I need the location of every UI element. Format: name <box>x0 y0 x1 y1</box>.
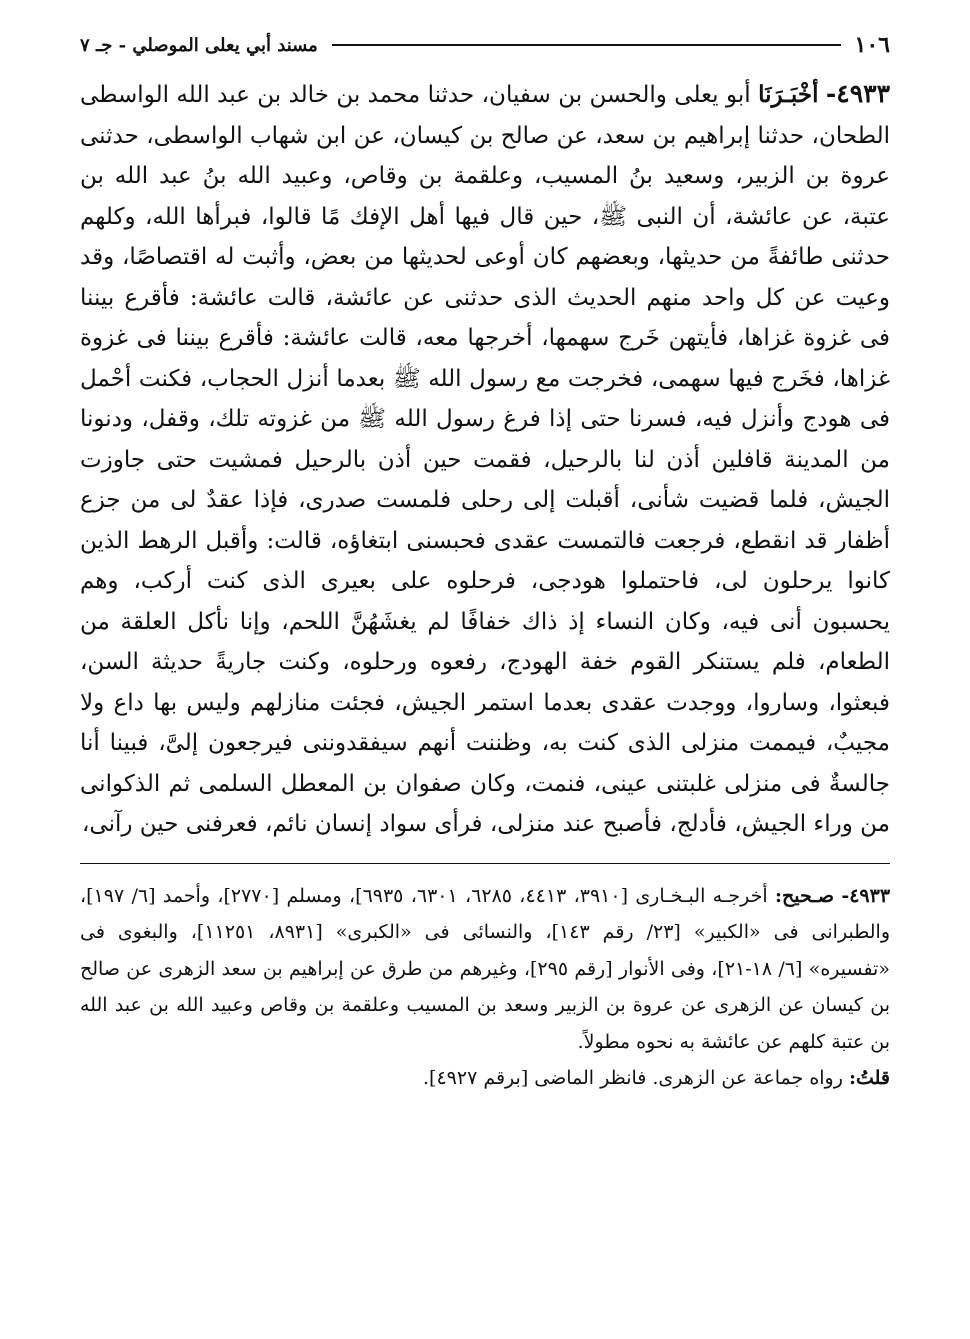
hadith-opening-word: أخْبَـرَنَا <box>758 81 819 108</box>
qult-label: قلتُ: <box>848 1067 890 1089</box>
qult-text: رواه جماعة عن الزهرى. فانظر الماضى [برقم ٤٩٢٧]. <box>423 1067 843 1089</box>
book-page <box>80 24 890 1097</box>
footnote-divider <box>80 863 890 864</box>
header-rule <box>332 44 841 46</box>
running-header <box>80 24 890 66</box>
footnote-number: ٤٩٣٣- <box>841 884 891 907</box>
hadith-number: ٤٩٣٣- <box>825 79 891 108</box>
takhrij-text: أخرجـه البـخـارى [٣٩١٠، ٤٤١٣، ٦٢٨٥، ٦٣٠١، ٦٩٣٥]، ومسلم [٢٧٧٠]، وأحمد [٦/ ١٩٧]، والطبرانى فى «الكبير» [٢٣/ رقم ١٤٣]، والنسائى فى «الكبرى» [٨٩٣١، ١١٢٥١]، والبغوى فى «تفسيره» [٦/ ١٨-٢١]، وفى الأنوار [رقم ٢٩٥]، وغيرهم من طرق عن إبراهيم بن سعد الزهرى عن صالح بن كيسان عن الزهرى عن عروة بن الزبير وسعد بن المسيب وعلقمة بن وقاص وعبيد الله بن عبد الله بن عتبة كلهم عن عائشة به نحوه مطولاً. <box>80 884 891 1053</box>
hadith-grade: صـحيح: <box>775 884 834 907</box>
hadith-body <box>80 74 890 845</box>
footnote-section <box>80 878 890 1097</box>
editor-note <box>80 1060 890 1097</box>
hadith-paragraph <box>80 74 890 845</box>
book-title: مسند أبي يعلى الموصلي - جـ ٧ <box>80 34 318 56</box>
takhrij-note <box>80 878 890 1061</box>
hadith-text: أبو يعلى والحسن بن سفيان، حدثنا محمد بن خالد بن عبد الله الواسطى الطحان، حدثنا إبراهيم بن سعد، عن صالح بن كيسان، عن ابن شهاب الواسطى، حدثنى عروة بن الزبير، وسعيد بنُ المسيب، وعلقمة بن وقاص، وعبيد الله بنُ عبد الله بن عتبة، عن عائشة، أن النبى ﷺ، حين قال فيها أهل الإفك مًا قالوا، فبرأها الله، وكلهم حدثنى طائفةً من حديثها، وبعضهم كان أوعى لحديثها من بعض، وأثبت له اقتصاصًا، وقد وعيت عن كل واحد منهم الحديث الذى حدثنى عن عائشة، قالت عائشة: فأقرع بيننا فى غزوة غزاها، فأيتهن خَرج سهمها، أخرجها معه، قالت عائشة: فأقرع بيننا فى غزوة غزاها، فخَرج فيها سهمى، فخرجت مع رسول الله ﷺ بعدما أنزل الحجاب، فكنت أحْمل فى هودج وأنزل فيه، فسرنا حتى إذا فرغ رسول الله ﷺ من غزوته تلك، وقفل، ودنونا من المدينة قافلين أذن لنا بالرحيل، فقمت حين أذن بالرحيل فمشيت حتى جاوزت الجيش، فلما قضيت شأنى، أقبلت إلى رحلى فلمست صدرى، فإذا عقدٌ لى من جزع أظفار قد انقطع، فرجعت فالتمست عقدى فحبسنى ابتغاؤه، قالت: وأقبل الرهط الذين كانوا يرحلون لى، فاحتملوا هودجى، فرحلوه على بعيرى الذى كنت أركب، وهم يحسبون أنى فيه، وكان النساء إذ ذاك خفافًا لم يغشَهُنَّ اللحم، وإنا نأكل العلقة من الطعام، فلم يستنكر القوم خفة الهودج، رفعوه ورحلوه، وكنت جاريةً حديثة السن، فبعثوا، وساروا، ووجدت عقدى بعدما استمر الجيش، فجئت منازلهم وليس بها داع ولا مجيبٌ، فيممت منزلى الذى كنت به، وظننت أنهم سيفقدوننى فيرجعون إلىَّ، فبينا أنا جالسةٌ فى منزلى غلبتنى عينى، فنمت، وكان صفوان بن المعطل السلمى ثم الذكوانى من وراء الجيش، فأدلج، فأصبح عند منزلى، فرأى سواد إنسان نائم، فعرفنى حين رآنى، <box>80 82 890 837</box>
page-number: ١٠٦ <box>854 32 890 58</box>
